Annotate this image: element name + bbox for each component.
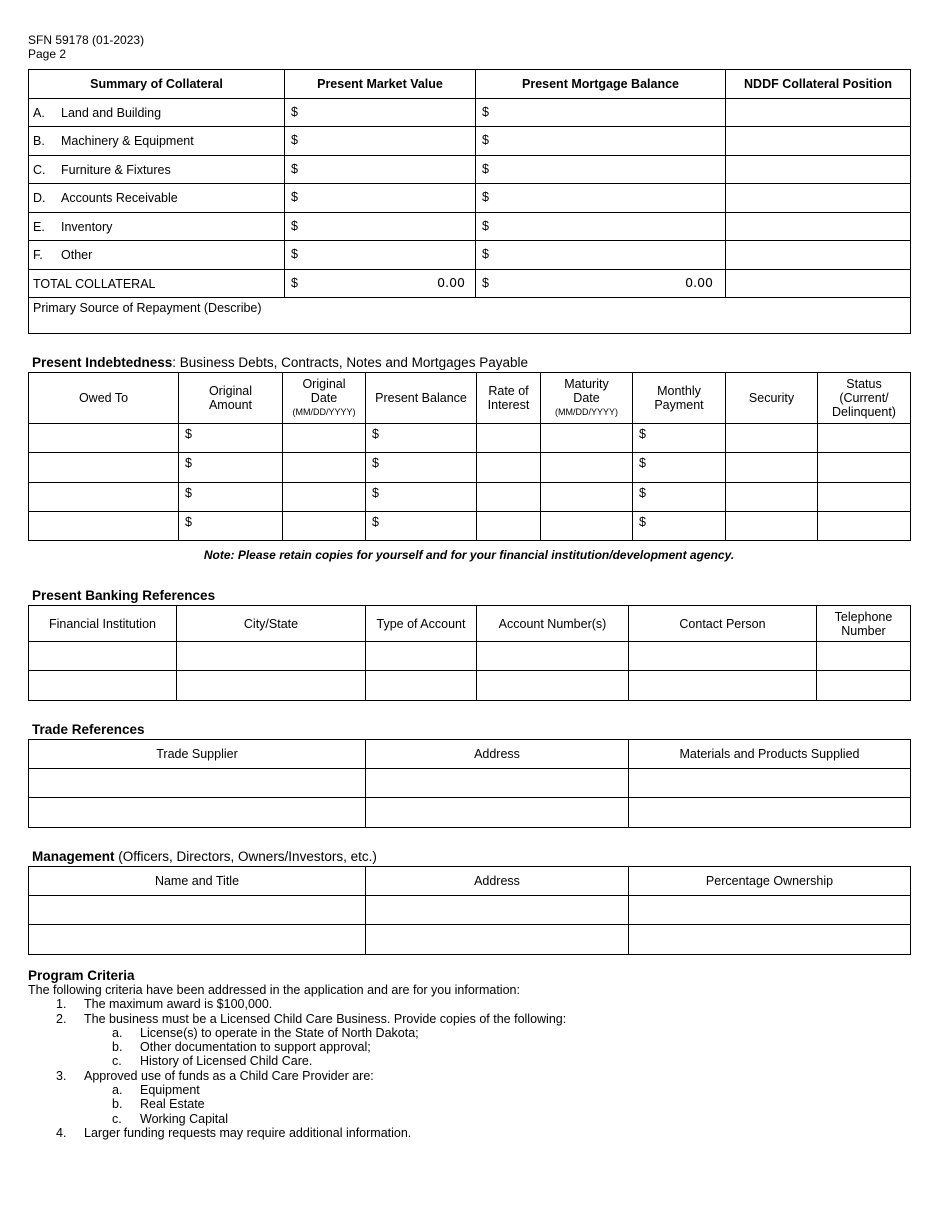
monthly-payment-input[interactable] — [633, 453, 726, 483]
mortgage-balance-input[interactable] — [476, 213, 726, 241]
owed-to-input[interactable] — [29, 483, 179, 512]
city-state-input[interactable] — [177, 642, 366, 671]
dollar-sign: $ — [185, 486, 192, 500]
dollar-sign: $ — [291, 133, 298, 147]
original-amount-input[interactable] — [179, 483, 283, 512]
col-security: Security — [726, 373, 818, 424]
col-percentage-ownership: Percentage Ownership — [629, 867, 911, 896]
row-letter: D. — [33, 191, 46, 205]
col-trade-supplier: Trade Supplier — [29, 740, 366, 769]
row-label: Furniture & Fixtures — [61, 162, 171, 177]
primary-source-of-repayment-field[interactable] — [29, 298, 911, 334]
row-label: Land and Building — [61, 105, 162, 120]
total-market-value-amount: 0.00 — [437, 275, 465, 290]
collateral-row-land-building — [29, 99, 911, 127]
original-amount-input[interactable] — [179, 424, 283, 453]
form-header — [28, 33, 910, 61]
original-amount-input[interactable] — [179, 512, 283, 541]
security-input[interactable] — [726, 483, 818, 512]
security-input[interactable] — [726, 424, 818, 453]
original-date-input[interactable] — [283, 483, 366, 512]
indebtedness-title: Present Indebtedness: Business Debts, Contracts, Notes and Mortgages Payable — [32, 355, 528, 370]
program-criteria — [28, 968, 910, 1140]
dollar-sign: $ — [482, 162, 489, 176]
row-letter: E. — [33, 219, 45, 234]
col-city-state: City/State — [177, 606, 366, 642]
trade-supplier-input[interactable] — [29, 798, 366, 828]
criteria-item: 4. Larger funding requests may require additional information. — [56, 1125, 412, 1140]
criteria-subitem: a. License(s) to operate in the State of North Dakota; — [112, 1025, 419, 1040]
col-summary-of-collateral: Summary of Collateral — [29, 70, 285, 99]
financial-institution-input[interactable] — [29, 642, 177, 671]
mortgage-balance-input[interactable] — [476, 156, 726, 184]
rate-input[interactable] — [477, 483, 541, 512]
collateral-row-furniture — [29, 156, 911, 184]
dollar-sign: $ — [291, 219, 298, 233]
col-present-market-value: Present Market Value — [285, 70, 476, 99]
total-mortgage-balance — [476, 270, 726, 298]
collateral-row-accounts-receivable — [29, 184, 911, 213]
col-present-mortgage-balance: Present Mortgage Balance — [476, 70, 726, 99]
status-input[interactable] — [818, 512, 911, 541]
row-label: Inventory — [61, 219, 113, 234]
col-maturity-date: Maturity Date (MM/DD/YYYY) — [541, 373, 633, 424]
monthly-payment-input[interactable] — [633, 483, 726, 512]
dollar-sign: $ — [291, 276, 298, 290]
owed-to-input[interactable] — [29, 424, 179, 453]
page-number: Page 2 — [28, 47, 67, 61]
row-label: Other — [61, 248, 93, 262]
collateral-position-input[interactable] — [726, 99, 911, 127]
collateral-table — [28, 69, 911, 334]
dollar-sign: $ — [291, 190, 298, 204]
dollar-sign: $ — [291, 105, 298, 119]
total-collateral-label: TOTAL COLLATERAL — [29, 270, 285, 298]
dollar-sign: $ — [291, 162, 298, 176]
management-table — [28, 866, 911, 955]
banking-references-title: Present Banking References — [32, 588, 216, 603]
col-address: Address — [366, 867, 629, 896]
dollar-sign: $ — [372, 456, 379, 470]
indebtedness-table — [28, 372, 911, 541]
maturity-date-input[interactable] — [541, 512, 633, 541]
market-value-input[interactable] — [285, 184, 476, 213]
collateral-row-inventory — [29, 213, 911, 241]
form-number: SFN 59178 (01-2023) — [28, 33, 145, 47]
criteria-subitem: a. Equipment — [112, 1083, 200, 1098]
collateral-position-input[interactable] — [726, 213, 911, 241]
telephone-input[interactable] — [817, 671, 911, 701]
mortgage-balance-input[interactable] — [476, 184, 726, 213]
owed-to-input[interactable] — [29, 453, 179, 483]
present-balance-input[interactable] — [366, 483, 477, 512]
market-value-input[interactable] — [285, 99, 476, 127]
form-page — [28, 33, 910, 1140]
dollar-sign: $ — [482, 133, 489, 147]
dollar-sign: $ — [185, 427, 192, 441]
primary-source-of-repayment-label: Primary Source of Repayment (Describe) — [33, 301, 262, 315]
trade-references-title: Trade References — [32, 722, 145, 737]
status-input[interactable] — [818, 453, 911, 483]
financial-institution-input[interactable] — [29, 671, 177, 701]
total-collateral-position[interactable] — [726, 270, 911, 298]
rate-input[interactable] — [477, 453, 541, 483]
market-value-input[interactable] — [285, 156, 476, 184]
mortgage-balance-input[interactable] — [476, 99, 726, 127]
account-type-input[interactable] — [366, 671, 477, 701]
dollar-sign: $ — [185, 515, 192, 529]
retain-copies-note: Note: Please retain copies for yourself and for your financial institution/development agency. — [203, 548, 735, 562]
management-title: Management (Officers, Directors, Owners/Investors, etc.) — [32, 849, 377, 864]
collateral-position-input[interactable] — [726, 184, 911, 213]
status-input[interactable] — [818, 483, 911, 512]
dollar-sign: $ — [482, 276, 489, 290]
rate-input[interactable] — [477, 424, 541, 453]
col-contact-person: Contact Person — [629, 606, 817, 642]
indebtedness-row — [29, 453, 911, 483]
original-date-input[interactable] — [283, 424, 366, 453]
collateral-total-row — [29, 270, 911, 298]
col-owed-to: Owed To — [29, 373, 179, 424]
monthly-payment-input[interactable] — [633, 424, 726, 453]
collateral-position-input[interactable] — [726, 127, 911, 156]
col-account-numbers: Account Number(s) — [477, 606, 629, 642]
dollar-sign: $ — [372, 486, 379, 500]
row-letter: C. — [33, 162, 46, 177]
trade-row — [29, 798, 911, 828]
row-letter: B. — [33, 134, 45, 148]
col-nddf-collateral-position: NDDF Collateral Position — [726, 70, 911, 99]
criteria-item: 1. The maximum award is $100,000. — [56, 997, 273, 1012]
indebtedness-row — [29, 424, 911, 453]
dollar-sign: $ — [185, 456, 192, 470]
criteria-item: 3. Approved use of funds as a Child Care Provider are: — [56, 1068, 374, 1083]
banking-row — [29, 671, 911, 701]
present-balance-input[interactable] — [366, 453, 477, 483]
dollar-sign: $ — [372, 427, 379, 441]
col-present-balance: Present Balance — [366, 373, 477, 424]
contact-person-input[interactable] — [629, 642, 817, 671]
criteria-subitem: b. Real Estate — [112, 1097, 205, 1112]
criteria-subitem: b. Other documentation to support approval; — [112, 1040, 371, 1055]
account-type-input[interactable] — [366, 642, 477, 671]
banking-row — [29, 642, 911, 671]
market-value-input[interactable] — [285, 127, 476, 156]
management-address-input[interactable] — [366, 896, 629, 925]
row-letter: A. — [33, 105, 45, 120]
program-criteria-intro: The following criteria have been addressed in the application and are for you information: — [28, 983, 520, 997]
col-original-amount: Original Amount — [179, 373, 283, 424]
row-letter: F. — [33, 248, 43, 262]
trade-address-input[interactable] — [366, 769, 629, 798]
program-criteria-title: Program Criteria — [28, 968, 135, 983]
materials-input[interactable] — [629, 769, 911, 798]
rate-input[interactable] — [477, 512, 541, 541]
dollar-sign: $ — [482, 219, 489, 233]
dollar-sign: $ — [291, 247, 298, 261]
name-title-input[interactable] — [29, 925, 366, 955]
col-name-and-title: Name and Title — [29, 867, 366, 896]
col-materials-products: Materials and Products Supplied — [629, 740, 911, 769]
contact-person-input[interactable] — [629, 671, 817, 701]
ownership-input[interactable] — [629, 896, 911, 925]
trade-supplier-input[interactable] — [29, 769, 366, 798]
collateral-row-other — [29, 241, 911, 270]
col-status: Status (Current/ Delinquent) — [818, 373, 911, 424]
market-value-input[interactable] — [285, 213, 476, 241]
monthly-payment-input[interactable] — [633, 512, 726, 541]
trade-row — [29, 769, 911, 798]
col-financial-institution: Financial Institution — [29, 606, 177, 642]
management-address-input[interactable] — [366, 925, 629, 955]
row-label: Accounts Receivable — [61, 191, 178, 205]
col-telephone-number: Telephone Number — [817, 606, 911, 642]
collateral-position-input[interactable] — [726, 241, 911, 270]
mortgage-balance-input[interactable] — [476, 241, 726, 270]
row-label: Machinery & Equipment — [61, 134, 194, 148]
dollar-sign: $ — [639, 486, 646, 500]
account-number-input[interactable] — [477, 671, 629, 701]
indebtedness-row — [29, 483, 911, 512]
maturity-date-input[interactable] — [541, 424, 633, 453]
security-input[interactable] — [726, 512, 818, 541]
present-balance-input[interactable] — [366, 512, 477, 541]
materials-input[interactable] — [629, 798, 911, 828]
col-original-date: Original Date (MM/DD/YYYY) — [283, 373, 366, 424]
present-balance-input[interactable] — [366, 424, 477, 453]
maturity-date-input[interactable] — [541, 453, 633, 483]
collateral-row-machinery — [29, 127, 911, 156]
dollar-sign: $ — [482, 105, 489, 119]
col-type-of-account: Type of Account — [366, 606, 477, 642]
trade-address-input[interactable] — [366, 798, 629, 828]
account-number-input[interactable] — [477, 642, 629, 671]
maturity-date-input[interactable] — [541, 483, 633, 512]
name-title-input[interactable] — [29, 896, 366, 925]
col-address: Address — [366, 740, 629, 769]
mortgage-balance-input[interactable] — [476, 127, 726, 156]
management-row — [29, 896, 911, 925]
security-input[interactable] — [726, 453, 818, 483]
total-mortgage-balance-amount: 0.00 — [685, 275, 713, 290]
criteria-subitem: c. Working Capital — [112, 1111, 229, 1126]
trade-references-table — [28, 739, 911, 828]
ownership-input[interactable] — [629, 925, 911, 955]
city-state-input[interactable] — [177, 671, 366, 701]
market-value-input[interactable] — [285, 241, 476, 270]
dollar-sign: $ — [482, 247, 489, 261]
total-market-value — [285, 270, 476, 298]
criteria-item: 2. The business must be a Licensed Child Care Business. Provide copies of the following: — [56, 1011, 567, 1026]
col-rate-of-interest: Rate of Interest — [477, 373, 541, 424]
owed-to-input[interactable] — [29, 512, 179, 541]
criteria-subitem: c. History of Licensed Child Care. — [112, 1054, 313, 1069]
indebtedness-row — [29, 512, 911, 541]
dollar-sign: $ — [639, 456, 646, 470]
status-input[interactable] — [818, 424, 911, 453]
col-monthly-payment: Monthly Payment — [633, 373, 726, 424]
telephone-input[interactable] — [817, 642, 911, 671]
management-row — [29, 925, 911, 955]
dollar-sign: $ — [482, 190, 489, 204]
dollar-sign: $ — [372, 515, 379, 529]
collateral-position-input[interactable] — [726, 156, 911, 184]
original-date-input[interactable] — [283, 512, 366, 541]
original-amount-input[interactable] — [179, 453, 283, 483]
banking-references-table — [28, 605, 911, 701]
dollar-sign: $ — [639, 427, 646, 441]
dollar-sign: $ — [639, 515, 646, 529]
original-date-input[interactable] — [283, 453, 366, 483]
